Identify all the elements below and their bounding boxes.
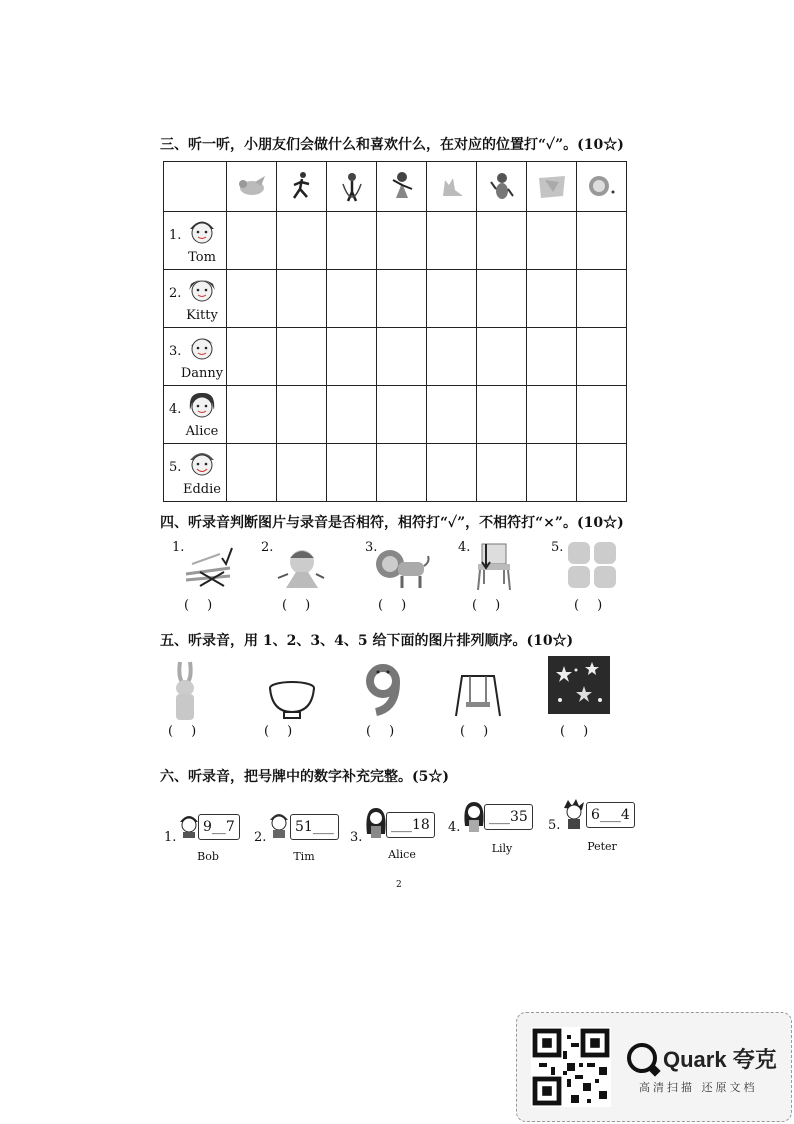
monkey-icon bbox=[485, 170, 519, 204]
question-number: 3. bbox=[365, 540, 378, 555]
row-number: 2. bbox=[169, 286, 182, 301]
child-name: Bob bbox=[197, 850, 219, 863]
question-number: 4. bbox=[458, 540, 471, 555]
girl-face-icon bbox=[186, 390, 218, 420]
skipping-rope-icon bbox=[335, 170, 369, 204]
cat-icon bbox=[435, 170, 469, 204]
lion-icon bbox=[372, 544, 432, 592]
activity-table bbox=[163, 161, 627, 502]
question-number: 4. bbox=[448, 820, 461, 835]
question-number: 1. bbox=[172, 540, 185, 555]
answer-parentheses[interactable]: () bbox=[264, 724, 311, 739]
answer-parentheses[interactable]: () bbox=[366, 724, 413, 739]
qr-code-icon bbox=[531, 1027, 611, 1107]
section4-heading: 四、听录音判断图片与录音是否相符，相符打“✓”，不相符打“×”。(10☆) bbox=[160, 515, 624, 531]
window-icon bbox=[564, 540, 620, 590]
boy-avatar-icon bbox=[178, 812, 200, 838]
map-icon bbox=[535, 170, 569, 204]
boy-face-icon bbox=[186, 332, 218, 362]
brand-tagline: 高清扫描 还原文档 bbox=[639, 1081, 758, 1094]
child-name: Peter bbox=[587, 840, 617, 853]
number-plate[interactable]: 6___4 bbox=[586, 802, 635, 828]
question-number: 2. bbox=[254, 830, 267, 845]
page-number: 2 bbox=[396, 880, 402, 890]
row-number: 5. bbox=[169, 460, 182, 475]
question-number: 1. bbox=[164, 830, 177, 845]
boy-avatar-icon bbox=[268, 810, 290, 838]
answer-parentheses[interactable]: () bbox=[472, 598, 519, 613]
boy-face-icon bbox=[186, 216, 218, 246]
section6-heading: 六、听录音，把号牌中的数字补充完整。(5☆) bbox=[160, 769, 449, 785]
skates-icon bbox=[180, 546, 236, 590]
child-name: Tim bbox=[293, 850, 315, 863]
crying-child-icon bbox=[272, 544, 330, 592]
child-name: Eddie bbox=[183, 482, 221, 497]
section3-heading: 三、听一听，小朋友们会做什么和喜欢什么，在对应的位置打“✓”。(10☆) bbox=[160, 137, 624, 153]
question-number: 2. bbox=[261, 540, 274, 555]
child-name: Lily bbox=[491, 842, 513, 855]
brand-name: Quark 夸克 bbox=[663, 1047, 777, 1072]
child-name: Danny bbox=[180, 366, 224, 381]
number-plate[interactable]: ___35 bbox=[484, 804, 533, 830]
running-icon bbox=[285, 170, 319, 204]
dancing-icon bbox=[385, 170, 419, 204]
chair-icon bbox=[470, 540, 518, 592]
girl-face-icon bbox=[186, 274, 218, 304]
number-plate[interactable]: 9__7 bbox=[198, 814, 240, 840]
child-name: Alice bbox=[388, 848, 416, 861]
boy-avatar-icon bbox=[562, 798, 586, 830]
answer-parentheses[interactable]: () bbox=[282, 598, 329, 613]
number-plate[interactable]: 51___ bbox=[290, 814, 339, 840]
number-plate[interactable]: ___18 bbox=[386, 812, 435, 838]
quark-logo-icon bbox=[627, 1043, 657, 1073]
quark-watermark[interactable] bbox=[516, 1012, 792, 1122]
table-row bbox=[164, 270, 627, 328]
row-number: 1. bbox=[169, 228, 182, 243]
answer-parentheses[interactable]: () bbox=[184, 598, 231, 613]
table-row bbox=[164, 386, 627, 444]
table-row bbox=[164, 212, 627, 270]
child-name: Alice bbox=[185, 424, 219, 439]
question-number: 5. bbox=[548, 818, 561, 833]
answer-parentheses[interactable]: () bbox=[560, 724, 607, 739]
answer-parentheses[interactable]: () bbox=[168, 724, 215, 739]
swing-icon bbox=[452, 672, 504, 718]
lion-icon bbox=[585, 170, 619, 204]
girl-avatar-icon bbox=[462, 800, 486, 834]
child-name: Tom bbox=[188, 250, 216, 265]
answer-parentheses[interactable]: () bbox=[460, 724, 507, 739]
bird-icon bbox=[235, 170, 269, 204]
bowl-icon bbox=[266, 678, 318, 722]
answer-parentheses[interactable]: () bbox=[378, 598, 425, 613]
section5-heading: 五、听录音，用 1、2、3、4、5 给下面的图片排列顺序。(10☆) bbox=[160, 633, 574, 649]
row-number: 3. bbox=[169, 344, 182, 359]
number-nine-icon bbox=[366, 664, 400, 718]
child-name: Kitty bbox=[186, 308, 218, 323]
question-number: 5. bbox=[551, 540, 564, 555]
question-number: 3. bbox=[350, 830, 363, 845]
stars-night-icon bbox=[548, 656, 610, 714]
table-row bbox=[164, 328, 627, 386]
table-header-row bbox=[164, 162, 627, 212]
answer-parentheses[interactable]: () bbox=[574, 598, 621, 613]
row-number: 4. bbox=[169, 402, 182, 417]
table-row bbox=[164, 444, 627, 502]
boy-face-icon bbox=[186, 448, 218, 478]
rabbit-icon bbox=[168, 660, 204, 722]
corner-cell bbox=[164, 162, 227, 212]
girl-avatar-icon bbox=[364, 806, 388, 840]
